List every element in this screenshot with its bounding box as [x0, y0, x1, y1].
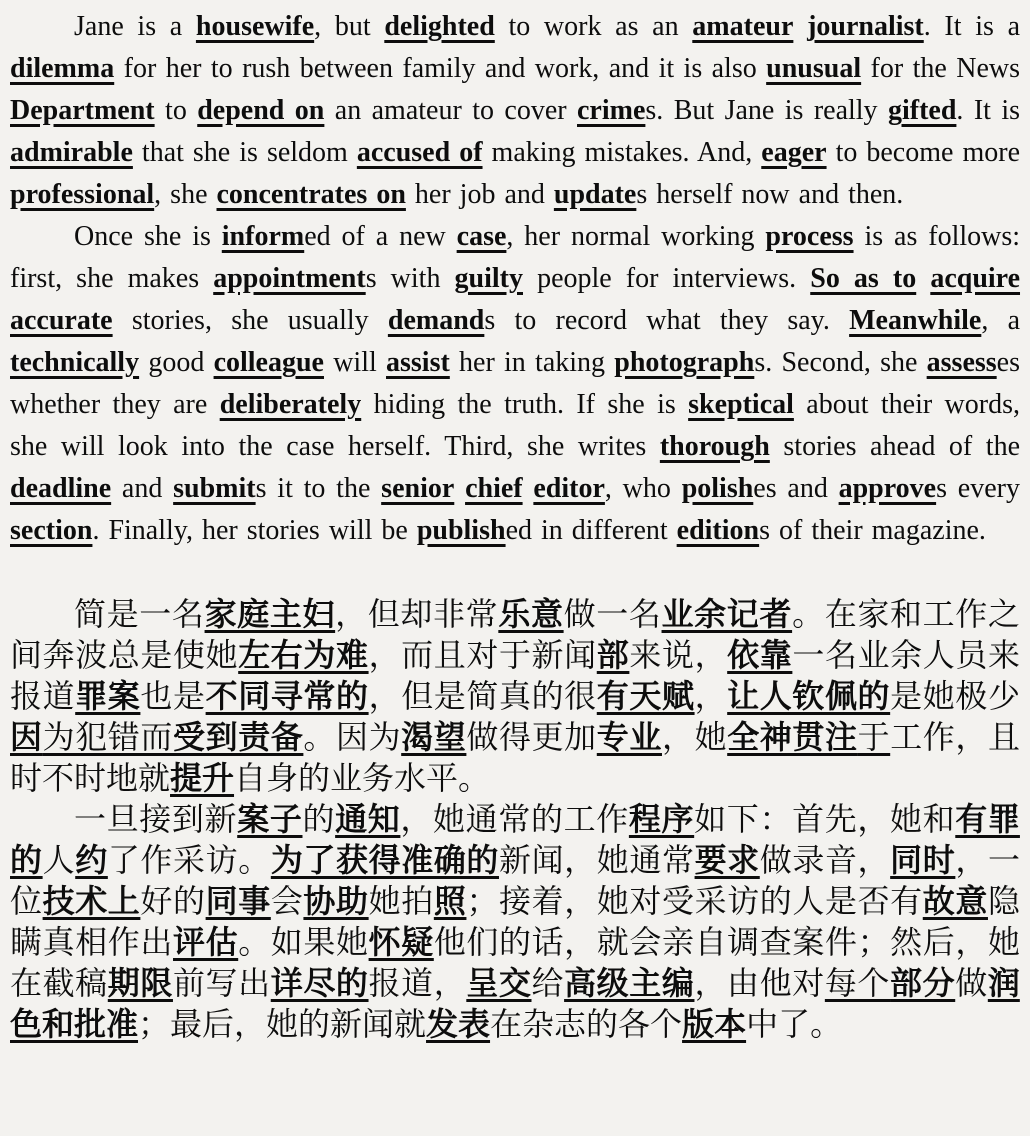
- text-run: 前写出: [172, 965, 271, 1001]
- text-run: 来说，: [629, 637, 728, 673]
- vocab-term: crime: [577, 95, 646, 126]
- text-run: ；接着，她对受采访的人是否有: [466, 883, 923, 919]
- chinese-paragraph-1: [10, 594, 1020, 799]
- chinese-translation: [10, 594, 1020, 1045]
- vocab-term: section: [10, 515, 93, 546]
- text-run: to become more: [826, 137, 1020, 168]
- text-run: her job and: [405, 179, 554, 210]
- text-run: for her to rush between family and work, and it is also: [114, 53, 767, 84]
- text-run: [523, 473, 534, 504]
- vocab-term: amateur: [692, 11, 794, 42]
- vocab-term: 期限: [107, 965, 173, 1001]
- text-run: for the News: [861, 53, 1020, 84]
- vocab-term: 业余记者: [661, 596, 793, 632]
- vocab-term: 渴望: [401, 719, 467, 755]
- vocab-term: 程序: [628, 801, 695, 837]
- text-run: 简是一名: [74, 596, 205, 632]
- text-run: good: [139, 347, 214, 378]
- vocab-term: 让人钦佩的: [727, 678, 891, 714]
- vocab-term: guilty: [454, 263, 523, 294]
- text-run: Once she is: [74, 221, 222, 252]
- english-paragraph-2: [10, 216, 1020, 552]
- text-run: ；最后，她的新闻就: [138, 1006, 427, 1042]
- vocab-term: 为了获得准确的: [270, 842, 499, 878]
- text-run: , a: [981, 305, 1020, 336]
- text-run: s to record what they say.: [484, 305, 850, 336]
- text-run: 工作，且时不时地就: [10, 719, 1020, 796]
- text-run: an amateur to cover: [324, 95, 577, 126]
- vocab-term: chief: [465, 473, 523, 504]
- text-run: 的: [302, 801, 336, 837]
- vocab-term: accused of: [356, 137, 483, 168]
- text-run: hiding the truth. If she is: [361, 389, 689, 420]
- text-run: es and: [753, 473, 839, 504]
- text-run: s. Second, she: [754, 347, 927, 378]
- vocab-term: 受到责备: [173, 719, 304, 755]
- vocab-term: 有罪的: [10, 801, 1020, 878]
- vocab-term: 专业: [596, 719, 662, 755]
- text-run: is as follows: first, she makes: [10, 221, 1021, 294]
- text-run: ，: [694, 678, 728, 714]
- vocab-term: 家庭主妇: [204, 596, 336, 632]
- text-run: . It is a: [923, 11, 1021, 42]
- text-run: 报道，: [368, 965, 467, 1001]
- text-run: s. But Jane is really: [645, 95, 888, 126]
- text-run: 一名业余人员来报道: [10, 637, 1020, 714]
- vocab-term: acquire: [930, 263, 1021, 294]
- text-run: 新闻，她通常: [498, 842, 695, 878]
- text-run: , her normal working: [506, 221, 766, 252]
- vocab-term: 罪案: [75, 678, 141, 714]
- vocab-term: housewife: [195, 11, 315, 42]
- vocab-term: publish: [416, 515, 506, 546]
- vocab-term: 有天赋: [596, 678, 695, 714]
- text-run: will: [323, 347, 387, 378]
- text-run: her in taking: [449, 347, 615, 378]
- vocab-term: 部分: [890, 965, 956, 1001]
- vocab-term: Meanwhile: [849, 305, 982, 336]
- text-run: 隐瞒真相作出: [10, 883, 1020, 960]
- vocab-term: dilemma: [10, 53, 115, 84]
- text-run: s it to the: [255, 473, 382, 504]
- text-run: making mistakes. And,: [482, 137, 762, 168]
- vocab-term: 约: [75, 842, 108, 878]
- vocab-term: 通知: [335, 801, 401, 837]
- text-run: 。如果她: [238, 924, 369, 960]
- text-run: 她拍: [368, 883, 434, 919]
- vocab-term: 左右为难: [238, 637, 369, 673]
- vocab-term: case: [456, 221, 507, 252]
- text-run: 也是: [140, 678, 206, 714]
- text-run: about their words, she will look into the case herself. Third, she writes: [10, 389, 1020, 462]
- vocab-term: admirable: [10, 137, 133, 168]
- text-run: 在杂志的各个: [490, 1006, 683, 1042]
- vocab-term: delighted: [384, 11, 495, 42]
- vocab-term: technically: [10, 347, 140, 378]
- vocab-term: polish: [681, 473, 754, 504]
- text-run: ，但是简真的很: [368, 678, 597, 714]
- vocab-term: assist: [386, 347, 450, 378]
- vocab-term: demand: [387, 305, 485, 336]
- text-run: 会: [270, 883, 304, 919]
- vocab-term: edition: [676, 515, 760, 546]
- vocab-term: unusual: [766, 53, 862, 84]
- vocab-term: process: [765, 221, 854, 252]
- text-run: 做: [955, 965, 988, 1001]
- text-run: 。因为: [303, 719, 402, 755]
- vocab-term: 润色和批准: [10, 965, 1020, 1042]
- text-run: 了作采访。: [107, 842, 271, 878]
- text-run: , she: [154, 179, 217, 210]
- text-run: 给: [531, 965, 565, 1001]
- vocab-term: 因: [10, 719, 43, 755]
- vocab-term: accurate: [10, 305, 113, 336]
- vocab-term: thorough: [659, 431, 770, 462]
- vocab-term: 怀疑: [368, 924, 434, 960]
- vocab-term: 依靠: [727, 637, 793, 673]
- vocab-term: appointment: [213, 263, 366, 294]
- text-run: . Finally, her stories will be: [92, 515, 417, 546]
- text-run: to: [154, 95, 198, 126]
- text-run: 做一名: [563, 596, 662, 632]
- vocab-term: 同事: [205, 883, 271, 919]
- vocab-term: 照: [433, 883, 467, 919]
- vocab-term: assess: [926, 347, 997, 378]
- text-run: Jane is a: [74, 11, 196, 42]
- english-paragraph-1: [10, 6, 1020, 216]
- vocab-term: 呈交: [466, 965, 532, 1001]
- vocab-term: update: [553, 179, 637, 210]
- text-run: [916, 263, 930, 294]
- vocab-term: So as to: [810, 263, 917, 294]
- vocab-term: Department: [10, 95, 155, 126]
- vocab-term: concentrates on: [216, 179, 406, 210]
- vocab-term: 提升: [170, 760, 235, 796]
- text-run: and: [111, 473, 174, 504]
- text-run: 好的: [140, 883, 206, 919]
- vocab-term: gifted: [887, 95, 957, 126]
- text-run: s with: [365, 263, 455, 294]
- vocab-term: editor: [533, 473, 605, 504]
- text-run: [793, 11, 807, 42]
- vocab-term: submit: [173, 473, 256, 504]
- vocab-term: 发表: [426, 1006, 491, 1042]
- text-run: ed in different: [505, 515, 677, 546]
- vocab-term: deliberately: [219, 389, 362, 420]
- text-run: ，但却非常: [335, 596, 499, 632]
- vocab-term: 技术上: [42, 883, 141, 919]
- text-run: 自身的业务水平。: [234, 760, 491, 796]
- text-run: 是她极少: [890, 678, 1020, 714]
- vocab-term: 为犯错而: [42, 719, 173, 755]
- text-run: 中了。: [746, 1006, 843, 1042]
- text-run: 人: [42, 842, 76, 878]
- text-run: ，她: [661, 719, 728, 755]
- text-run: es whether they are: [10, 347, 1020, 420]
- text-run: that she is seldom: [132, 137, 357, 168]
- vocab-term: photograph: [614, 347, 755, 378]
- text-run: [454, 473, 465, 504]
- text-run: ，一位: [10, 842, 1020, 919]
- text-run: ed of a new: [304, 221, 457, 252]
- vocab-term: 高级主编: [564, 965, 695, 1001]
- vocab-term: 要求: [694, 842, 760, 878]
- vocab-term: 于: [857, 719, 891, 755]
- vocab-term: 案子: [237, 801, 303, 837]
- text-run: stories, she usually: [112, 305, 388, 336]
- text-run: s every: [936, 473, 1020, 504]
- vocab-term: inform: [221, 221, 305, 252]
- vocab-term: 详尽的: [270, 965, 369, 1001]
- text-run: , but: [314, 11, 385, 42]
- text-run: people for interviews.: [523, 263, 811, 294]
- text-run: s of their magazine.: [759, 515, 986, 546]
- vocab-term: 每个: [824, 965, 891, 1001]
- vocab-term: 不同寻常的: [205, 678, 369, 714]
- vocab-term: skeptical: [688, 389, 794, 420]
- text-run: to work as an: [494, 11, 693, 42]
- english-passage: [10, 6, 1020, 552]
- vocab-term: depend on: [197, 95, 325, 126]
- text-run: stories ahead of the: [769, 431, 1020, 462]
- vocab-term: 全神贯注: [727, 719, 858, 755]
- text-run: ，由他对: [694, 965, 825, 1001]
- text-run: 他们的话，就会亲自调查案件；然后，她在截稿: [10, 924, 1020, 1001]
- vocab-term: approve: [838, 473, 937, 504]
- vocab-term: senior: [381, 473, 455, 504]
- text-run: . It is: [956, 95, 1021, 126]
- vocab-term: colleague: [213, 347, 324, 378]
- vocab-term: deadline: [10, 473, 112, 504]
- vocab-term: professional: [10, 179, 155, 210]
- text-run: 做录音，: [759, 842, 891, 878]
- vocab-term: 乐意: [498, 596, 564, 632]
- text-run: ，而且对于新闻: [368, 637, 597, 673]
- chinese-paragraph-2: [10, 799, 1020, 1045]
- vocab-term: 故意: [922, 883, 988, 919]
- vocab-term: 同时: [890, 842, 956, 878]
- text-run: 。在家和工作之间奔波总是使她: [10, 596, 1020, 673]
- vocab-term: 部: [596, 637, 630, 673]
- vocab-term: 协助: [303, 883, 369, 919]
- text-run: ，她通常的工作: [400, 801, 629, 837]
- text-run: 如下：首先，她和: [694, 801, 956, 837]
- text-run: 一旦接到新: [74, 801, 238, 837]
- text-run: , who: [604, 473, 682, 504]
- vocab-term: 版本: [682, 1006, 747, 1042]
- vocab-term: 评估: [173, 924, 239, 960]
- text-run: s herself now and then.: [636, 179, 904, 210]
- vocab-term: journalist: [807, 11, 924, 42]
- vocab-term: eager: [761, 137, 827, 168]
- text-run: 做得更加: [466, 719, 597, 755]
